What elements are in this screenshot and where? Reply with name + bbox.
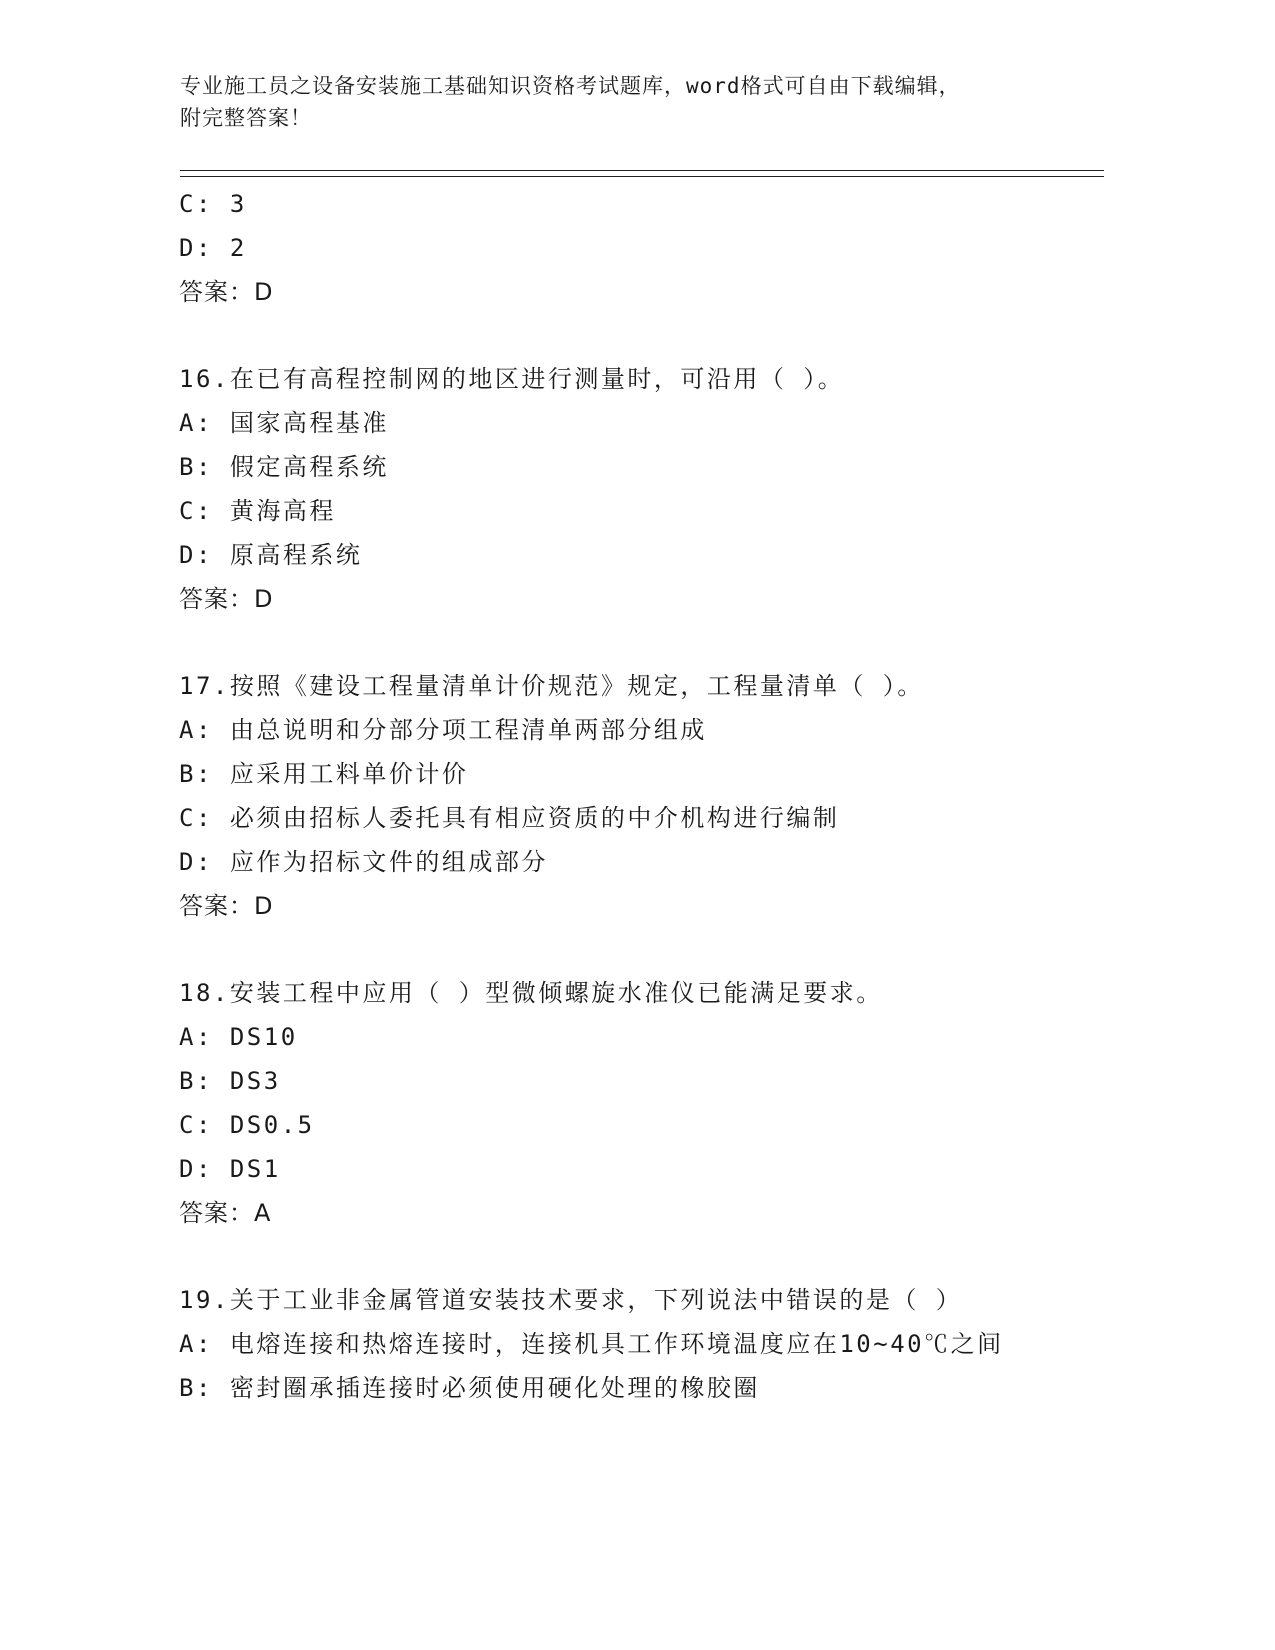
question-list xyxy=(179,182,1109,1410)
option-line: C: DS0.5 xyxy=(179,1111,315,1139)
option-line: C: 3 xyxy=(179,190,247,218)
option-line: A: DS10 xyxy=(179,1023,298,1051)
paragraph-gap xyxy=(179,928,1109,971)
option-line: D: 2 xyxy=(179,234,247,262)
option-line: A: 国家高程基准 xyxy=(179,409,389,437)
document-header xyxy=(180,70,1080,134)
header-line-2: 附完整答案！ xyxy=(180,106,312,130)
option-line: C: 黄海高程 xyxy=(179,497,336,525)
answer-line: 答案：D xyxy=(179,585,274,613)
option-line: D: DS1 xyxy=(179,1155,281,1183)
question-stem: 19.关于工业非金属管道安装技术要求，下列说法中错误的是（ ） xyxy=(179,1286,963,1314)
paragraph-gap xyxy=(179,1235,1109,1278)
answer-line: 答案：A xyxy=(179,1199,272,1227)
answer-line: 答案：D xyxy=(179,892,274,920)
header-divider-bottom xyxy=(180,176,1104,177)
option-line: A: 由总说明和分部分项工程清单两部分组成 xyxy=(179,716,707,744)
option-line: B: 假定高程系统 xyxy=(179,453,389,481)
option-line: D: 应作为招标文件的组成部分 xyxy=(179,848,548,876)
option-line: B: 密封圈承插连接时必须使用硬化处理的橡胶圈 xyxy=(179,1374,760,1402)
option-line: A: 电熔连接和热熔连接时，连接机具工作环境温度应在10~40℃之间 xyxy=(179,1330,1004,1358)
paragraph-gap xyxy=(179,314,1109,357)
option-line: B: DS3 xyxy=(179,1067,281,1095)
answer-line: 答案：D xyxy=(179,278,274,306)
option-line: C: 必须由招标人委托具有相应资质的中介机构进行编制 xyxy=(179,804,840,832)
question-stem: 16.在已有高程控制网的地区进行测量时，可沿用（ ）。 xyxy=(179,365,845,393)
option-line: B: 应采用工料单价计价 xyxy=(179,760,469,788)
paragraph-gap xyxy=(179,621,1109,664)
question-stem: 18.安装工程中应用（ ）型微倾螺旋水准仪已能满足要求。 xyxy=(179,979,883,1007)
header-line-1: 专业施工员之设备安装施工基础知识资格考试题库，word格式可自由下载编辑， xyxy=(180,74,961,98)
question-stem: 17.按照《建设工程量清单计价规范》规定，工程量清单（ ）。 xyxy=(179,672,924,700)
header-divider-top xyxy=(180,170,1104,171)
option-line: D: 原高程系统 xyxy=(179,541,363,569)
